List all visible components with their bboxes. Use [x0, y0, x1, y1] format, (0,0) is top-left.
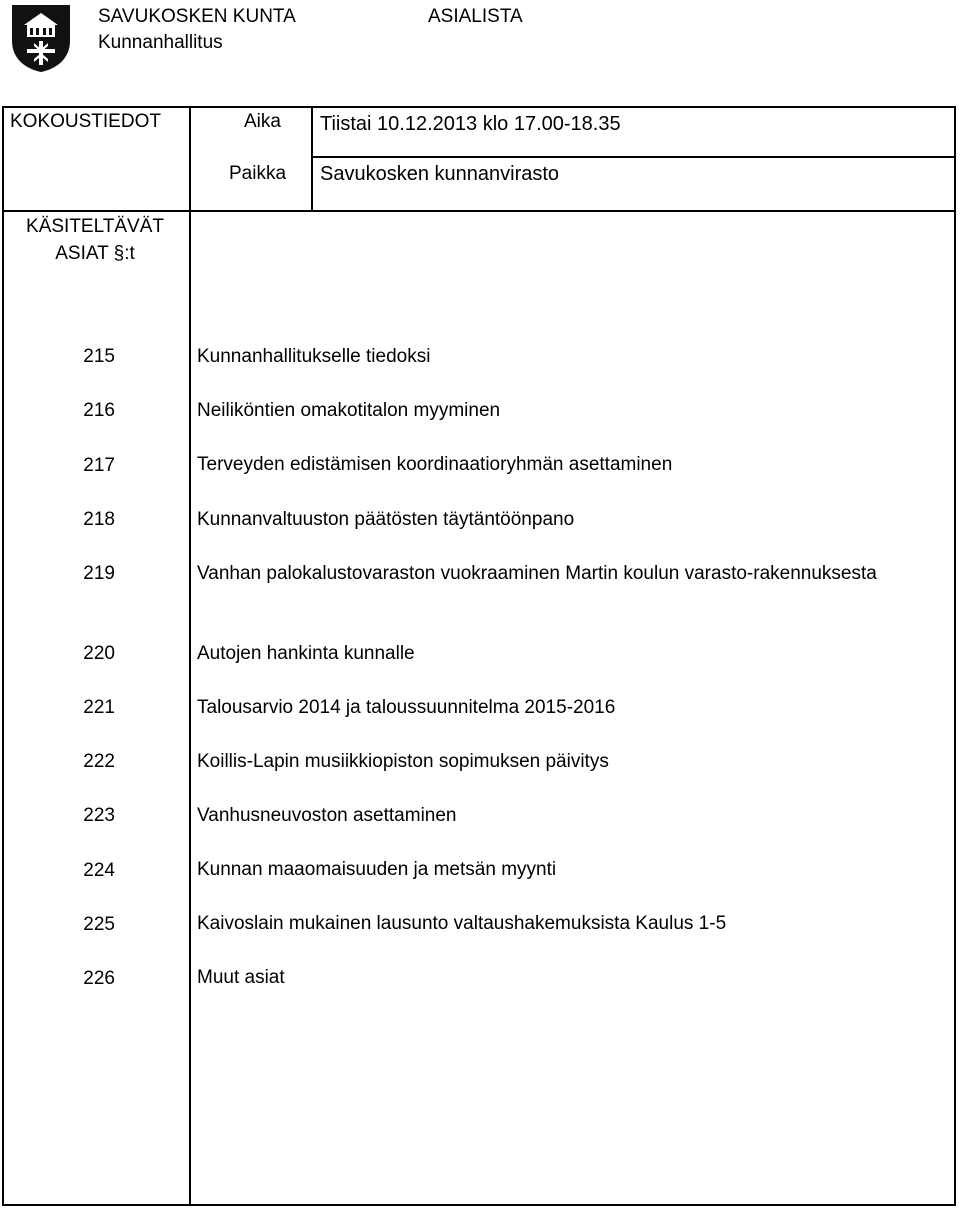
governing-body: Kunnanhallitus [98, 32, 223, 53]
header-divider [311, 107, 313, 211]
item-title: Terveyden edistämisen koordinaatioryhmän asettaminen [197, 454, 673, 475]
time-label: Aika [244, 111, 281, 132]
coat-of-arms-icon [10, 3, 72, 73]
item-number: 223 [83, 805, 115, 826]
time-value: Tiistai 10.12.2013 klo 17.00-18.35 [320, 113, 621, 135]
item-number: 215 [83, 346, 115, 367]
items-section-label: KÄSITELTÄVÄT ASIAT §:t [26, 216, 164, 264]
item-title: Kunnanhallitukselle tiedoksi [197, 346, 431, 367]
item-number: 220 [83, 643, 115, 664]
item-title: Autojen hankinta kunnalle [197, 643, 415, 664]
item-title: Neiliköntien omakotitalon myyminen [197, 400, 501, 421]
item-title: Koillis-Lapin musiikkiopiston sopimuksen päivitys [197, 751, 609, 772]
item-number: 224 [83, 860, 115, 881]
item-title: Kunnanvaltuuston päätösten täytäntöönpano [197, 509, 575, 530]
item-number: 222 [83, 751, 115, 772]
item-title: Vanhan palokalustovaraston vuokraaminen Martin koulun varasto-rakennuksesta [197, 563, 877, 584]
column-divider [189, 107, 191, 1205]
item-title: Muut asiat [197, 967, 285, 988]
item-number: 226 [83, 968, 115, 989]
item-number: 217 [83, 455, 115, 476]
item-number: 221 [83, 697, 115, 718]
item-number: 219 [83, 563, 115, 584]
header-bottom-divider [3, 210, 956, 212]
document-type: ASIALISTA [428, 6, 523, 27]
item-number: 216 [83, 400, 115, 421]
item-title: Kunnan maaomaisuuden ja metsän myynti [197, 859, 557, 880]
item-title: Kaivoslain mukainen lausunto valtaushakemuksista Kaulus 1-5 [197, 913, 727, 934]
place-value: Savukosken kunnanvirasto [320, 163, 560, 185]
item-title: Talousarvio 2014 ja taloussuunnitelma 2015-2016 [197, 697, 616, 718]
item-title: Vanhusneuvoston asettaminen [197, 805, 457, 826]
item-number: 225 [83, 914, 115, 935]
item-number: 218 [83, 509, 115, 530]
row-divider [311, 156, 956, 158]
place-label: Paikka [229, 163, 287, 184]
organization-name: SAVUKOSKEN KUNTA [98, 6, 296, 27]
meeting-section-label: KOKOUSTIEDOT [10, 111, 161, 132]
